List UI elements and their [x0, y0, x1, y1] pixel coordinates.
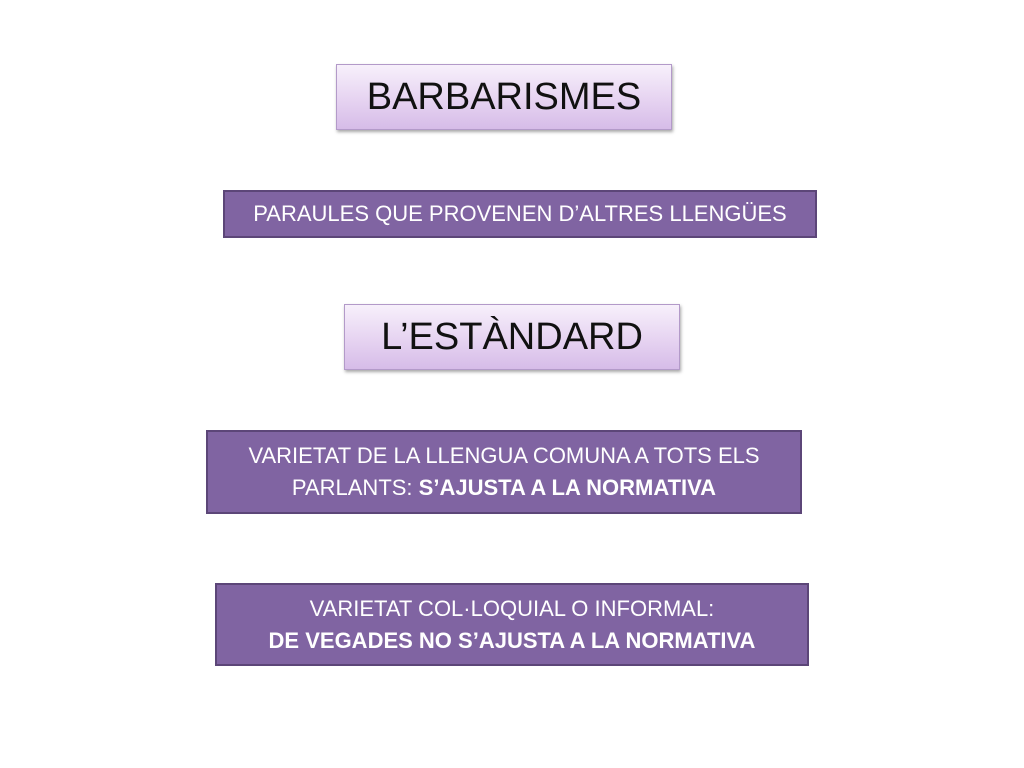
definition-colloquial-line1	[310, 593, 715, 625]
definition-colloquial-line1-text: VARIETAT COL·LOQUIAL O INFORMAL:	[309, 595, 715, 621]
definition-barbarismes-text: PARAULES QUE PROVENEN D’ALTRES LLENGÜES	[253, 201, 787, 227]
definition-estandard-line2	[292, 472, 716, 504]
definition-box-colloquial	[215, 583, 809, 666]
title-barbarismes: BARBARISMES	[366, 75, 642, 118]
definition-box-estandard	[206, 430, 802, 514]
title-estandard: L’ESTÀNDARD	[381, 315, 643, 358]
definition-estandard-line2-bold: S’AJUSTA A LA NORMATIVA	[418, 475, 717, 500]
definition-colloquial-line2-bold: DE VEGADES NO S’AJUSTA A LA NORMATIVA	[268, 627, 756, 653]
definition-box-barbarismes	[223, 190, 817, 238]
definition-estandard-line2-prefix: PARLANTS:	[291, 475, 419, 500]
definition-estandard-line1	[248, 440, 759, 472]
definition-estandard-line1-text: VARIETAT DE LA LLENGUA COMUNA A TOTS ELS	[248, 443, 760, 469]
definition-colloquial-line2	[269, 625, 756, 657]
title-box-estandard	[344, 304, 680, 370]
title-box-barbarismes	[336, 64, 672, 130]
